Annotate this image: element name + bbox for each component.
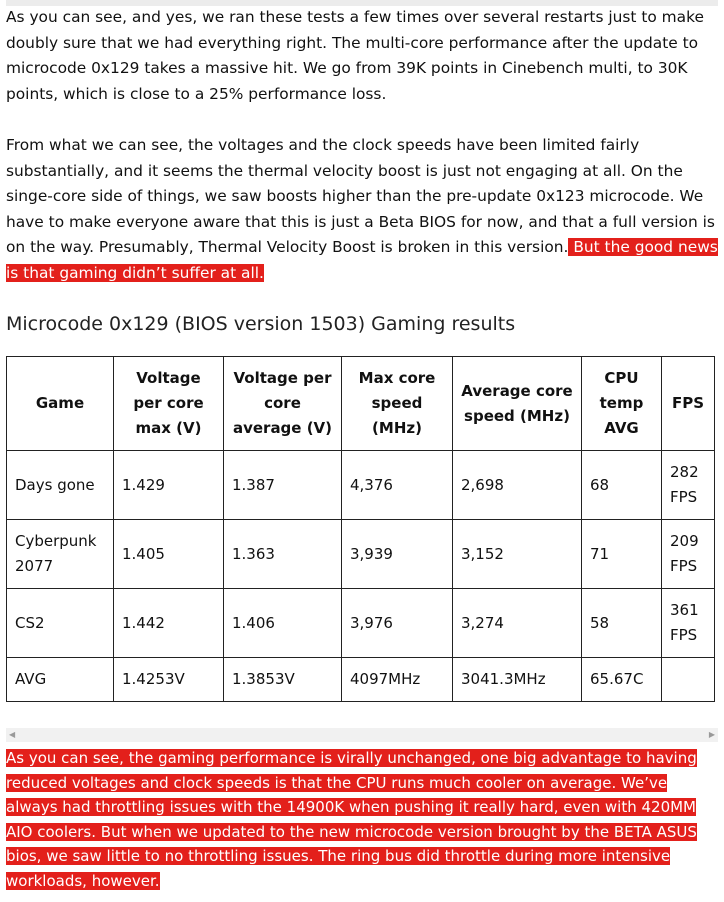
table-cell: 3,939 [342,520,453,589]
table-cell [662,658,715,702]
paragraph-gaming-summary [6,746,718,893]
table-cell: 3,152 [453,520,582,589]
table-cell: Cyberpunk 2077 [7,520,114,589]
table-cell: 361 FPS [662,589,715,658]
table-cell: 3041.3MHz [453,658,582,702]
table-cell: 1.405 [114,520,224,589]
table-header-row [7,357,715,451]
table-cell: 1.363 [224,520,342,589]
scroll-left-icon[interactable]: ◀ [9,730,16,739]
table-cell: 68 [582,451,662,520]
highlighted-text: As you can see, the gaming performance is virally unchanged, one big advantage to having reduced voltages and clock speeds is that the CPU runs much cooler on average. We’ve always had throttling issues with the 14900K when pushing it really hard, even with 420MM AIO coolers. But when we updated to the new microcode version brought by the BETA ASUS bios, we saw little to no throttling issues. The ring bus did throttle during more intensive workloads, however. [6,749,697,890]
table-cell: 58 [582,589,662,658]
gaming-results-table [6,356,715,702]
table-row [7,589,715,658]
table-cell: 2,698 [453,451,582,520]
col-header-game: Game [7,357,114,451]
table-cell: 1.3853V [224,658,342,702]
paragraph-voltages [6,133,718,286]
paragraph-voltages-text: From what we can see, the voltages and the clock speeds have been limited fairly substantially, and it seems the thermal velocity boost is just not engaging at all. On the singe-core side of things, we saw boosts higher than the pre-update 0x123 microcode. We have to make everyone aware that this is just a Beta BIOS for now, and that a full version is on the way. Presumably, Thermal Velocity Boost is broken in this version. [6,136,715,256]
table-cell: 4097MHz [342,658,453,702]
col-header-max-speed: Max core speed (MHz) [342,357,453,451]
table-row [7,451,715,520]
table-cell: 1.387 [224,451,342,520]
section-heading: Microcode 0x129 (BIOS version 1503) Gaming results [6,313,516,335]
table-cell: 1.442 [114,589,224,658]
highlighted-text: But the good news is that gaming didn’t suffer at all. [6,238,718,282]
table-cell: 71 [582,520,662,589]
col-header-avg-speed: Average core speed (MHz) [453,357,582,451]
table-cell: 1.406 [224,589,342,658]
col-header-voltage-max: Voltage per core max (V) [114,357,224,451]
col-header-fps: FPS [662,357,715,451]
col-header-voltage-avg: Voltage per core average (V) [224,357,342,451]
paragraph-cinebench: As you can see, and yes, we ran these tests a few times over several restarts just to make doubly sure that we had everything right. The multi-core performance after the update to microcode 0x129 takes a massive hit. We go from 39K points in Cinebench multi, to 30K points, which is close to a 25% performance loss. [6,8,704,103]
table-cell: 4,376 [342,451,453,520]
table-cell: 1.429 [114,451,224,520]
table-horizontal-scrollbar[interactable] [6,728,718,742]
col-header-cpu-temp: CPU temp AVG [582,357,662,451]
table-cell: AVG [7,658,114,702]
table-cell: 282 FPS [662,451,715,520]
scroll-right-icon[interactable]: ▶ [708,730,715,739]
table-cell: Days gone [7,451,114,520]
table-cell: 65.67C [582,658,662,702]
table-row-average [7,658,715,702]
table-cell: CS2 [7,589,114,658]
table-cell: 3,274 [453,589,582,658]
table-cell: 3,976 [342,589,453,658]
table-cell: 209 FPS [662,520,715,589]
table-row [7,520,715,589]
table-cell: 1.4253V [114,658,224,702]
